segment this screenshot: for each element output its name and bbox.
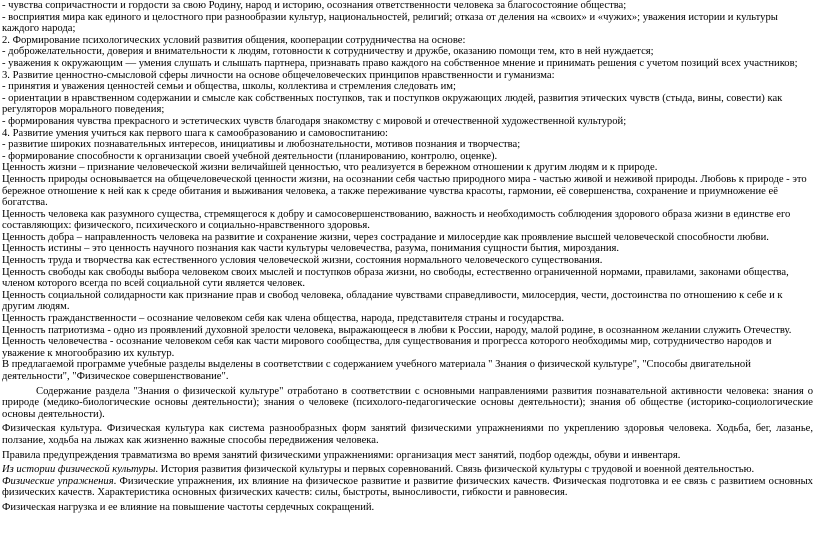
content-section-paragraph: Содержание раздела "Знания о физической культуре" отработано в соответствии с основными направлениями развития познавательной активности человека: знания о природе (медико-биологические основы деятельности); знания о человеке (психолого-педагогические основы деятельности); знания об обществе (историко-социологические основы деятельности). <box>2 385 813 420</box>
history-text: . История развития физической культуры и первых соревнований. Связь физической культуры с трудовой и военной деятельностью. <box>155 464 755 476</box>
text-line: - формирование способности к организации своей учебной деятельности (планированию, контролю, оценке). <box>2 150 498 162</box>
text-line: В предлагаемой программе учебные разделы выделены в соответствии с содержанием учебного материала " Знания о физической культуре", "Способы двигательной деятельности", "Физическое совершенствование". <box>2 359 751 382</box>
text-line: Ценность человека как разумного существа, стремящегося к добру и самосовершенствованию, важность и необходимость соблюдения здорового образа жизни в единстве его составляющих: физического, психического и социально-нравственного здоровья. <box>2 208 791 232</box>
text-line: - развитие широких познавательных интересов, инициативы и любознательности, мотивов познания и творчества; <box>2 139 521 151</box>
text-line: Ценность истины – это ценность научного познания как части культуры человечества, разума, понимания сущности бытия, мироздания. <box>2 243 620 255</box>
text-line: - принятия и уважения ценностей семьи и общества, школы, коллектива и стремления следовать им; <box>2 81 456 93</box>
exercises-heading: Физические упражнения <box>2 475 114 487</box>
text-line: Ценность природы основывается на общечеловеческой ценности жизни, на осознании себя частью природного мира - частью живой и неживой природы. Любовь к природе - это бережное отношение к ней как к среде обитания и выживания человека, а также переживание чувства красоты, гармонии, её совершенства, сохранение и приумножение её богатства. <box>2 173 807 209</box>
history-heading: Из истории физической культуры <box>2 464 156 476</box>
text-line: - чувства сопричастности и гордости за свою Родину, народ и историю, осознания ответственности человека за благосостояние общества; <box>2 0 627 11</box>
text-line: 4. Развитие умения учиться как первого шага к самообразованию и самовоспитанию: <box>2 127 388 139</box>
text-line: 3. Развитие ценностно-смысловой сферы личности на основе общечеловеческих принципов нравственности и гуманизма: <box>2 69 555 81</box>
text-line: - формирования чувства прекрасного и эстетических чувств благодаря знакомству с мировой и отечественной художественной культурой; <box>2 115 627 127</box>
text-line: Ценность труда и творчества как естественного условия человеческой жизни, состояния нормального человеческого существования. <box>2 255 603 267</box>
text-line: Ценность гражданственности – осознание человеком себя как члена общества, народа, представителя страны и государства. <box>2 313 564 325</box>
phys-culture-paragraph: Физическая культура. Физическая культура как система разнообразных форм занятий физическими упражнениями по укреплению здоровья человека. Ходьба, бег, лазанье, ползание, ходьба на лыжах как жизненно важные способы передвижения человека. <box>2 423 813 446</box>
text-line: - ориентации в нравственном содержании и смысле как собственных поступков, так и поступков окружающих людей, развития этических чувств (стыда, вины, совести) как регуляторов морального поведения; <box>2 92 783 116</box>
text-line: Ценность жизни – признание человеческой жизни величайшей ценностью, что реализуется в бережном отношении к другим людям и к природе. <box>2 162 658 174</box>
text-line: - уважения к окружающим — умения слушать и слышать партнера, признавать право каждого на собственное мнение и принимать решения с учетом позиций всех участников; <box>2 57 798 69</box>
exercises-text: . Физические упражнения, их влияние на физическое развитие и развитие физических качеств. Физическая подготовка и ее связь с развитием основных физических качеств. Характеристика основных физических качеств: силы, быстроты, выносливости, гибкости и равновесия. <box>2 475 813 499</box>
text-line: Ценность добра – направленность человека на развитие и сохранение жизни, через сострадание и милосердие как проявление высшей человеческой способности любви. <box>2 231 769 243</box>
text-line: 2. Формирование психологических условий развития общения, кооперации сотрудничества на основе: <box>2 34 466 46</box>
load-paragraph: Физическая нагрузка и ее влияние на повышение частоты сердечных сокращений. <box>2 501 375 513</box>
exercises-paragraph <box>2 476 813 499</box>
text-line: Ценность патриотизма - одно из проявлений духовной зрелости человека, выражающееся в любви к России, народу, малой родине, в осознанном желании служить Отечеству. <box>2 324 792 336</box>
safety-rules-paragraph: Правила предупреждения травматизма во время занятий физическими упражнениями: организация мест занятий, подбор одежды, обуви и инвентаря. <box>2 449 681 461</box>
text-line: - восприятия мира как единого и целостного при разнообразии культур, национальностей, религий; отказа от деления на «своих» и «чужих»; уважения истории и культуры каждого народа; <box>2 11 778 35</box>
text-line: - доброжелательности, доверия и внимательности к людям, готовности к сотрудничеству и дружбе, оказанию помощи тем, кто в ней нуждается; <box>2 46 654 58</box>
text-line: Ценность социальной солидарности как признание прав и свобод человека, обладание чувствами справедливости, милосердия, чести, достоинства по отношению к себе и к другим людям. <box>2 289 783 313</box>
history-paragraph <box>2 464 813 476</box>
text-line: Ценность свободы как свободы выбора человеком своих мыслей и поступков образа жизни, но свободы, естественно ограниченной нормами, правилами, законами общества, членом которого всегда по всей социальной сути является человек. <box>2 266 789 290</box>
text-line: Ценность человечества - осознание человеком себя как части мирового сообщества, для существования и прогресса которого необходимы мир, сотрудничество народов и уважение к многообразию их культур. <box>2 336 772 359</box>
